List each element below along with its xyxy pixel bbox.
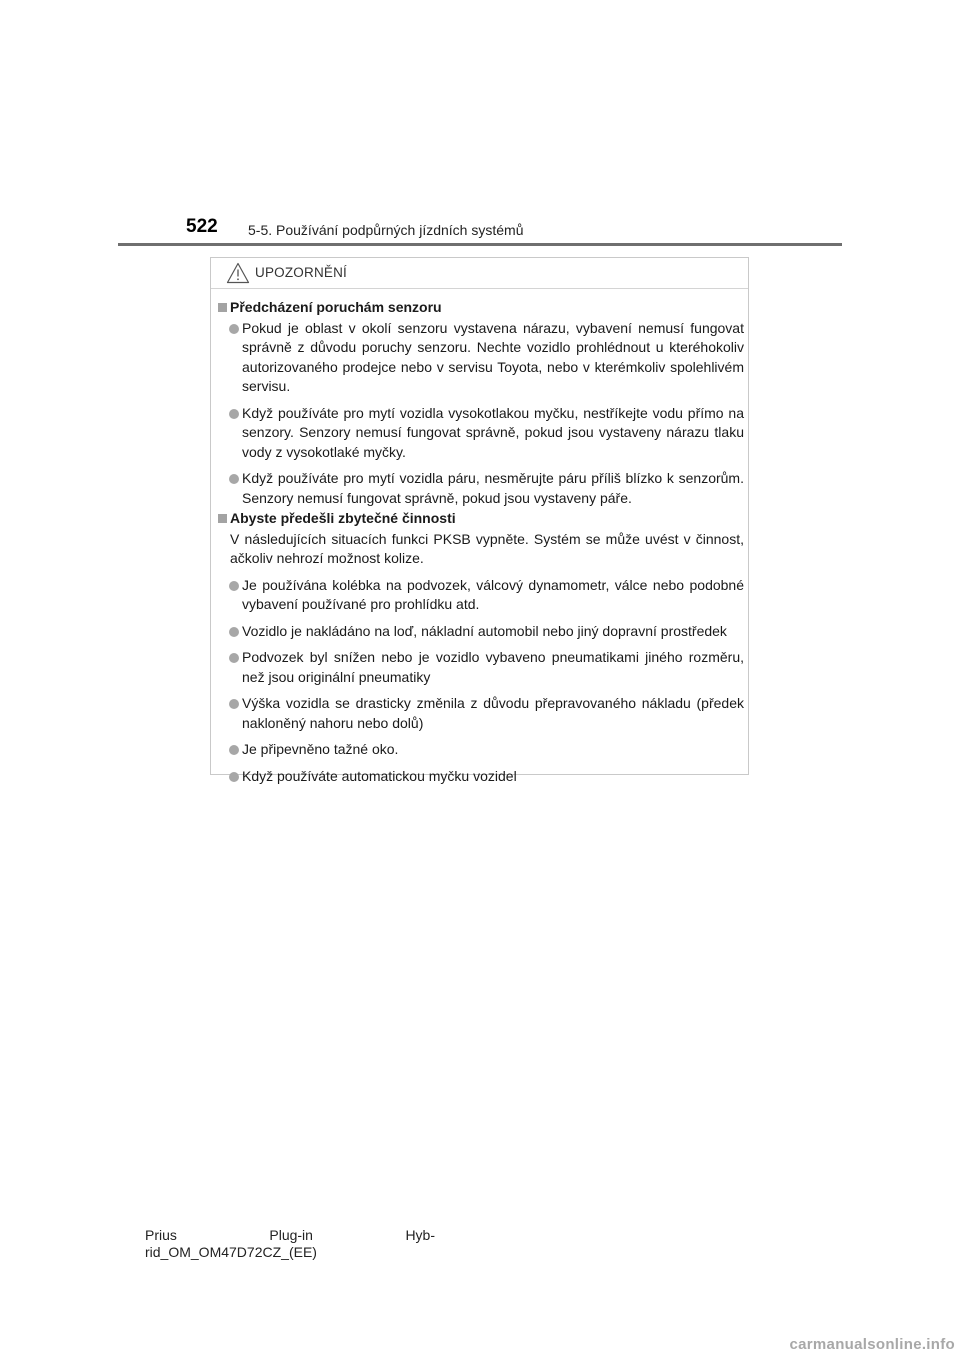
bullet-item — [217, 622, 744, 642]
footer-variant: Plug-in — [269, 1227, 313, 1243]
bullet-item — [217, 319, 744, 397]
bullet-item — [217, 767, 744, 787]
watermark: carmanualsonline.info — [789, 1336, 955, 1353]
warning-header — [211, 258, 748, 289]
bullet-text: Podvozek byl snížen nebo je vozidlo vybaveno pneumatikami jiného rozměru, než jsou originální pneumatiky — [242, 649, 744, 685]
square-bullet-icon — [218, 514, 227, 523]
header-rule — [118, 243, 842, 246]
footer-model: Prius — [145, 1227, 177, 1243]
warning-triangle-icon — [226, 262, 250, 284]
footer-line-2: rid_OM_OM47D72CZ_(EE) — [145, 1244, 317, 1260]
footer — [145, 1227, 435, 1261]
bullet-text: Když používáte pro mytí vozidla vysokotlakou myčku, nestříkejte vodu přímo na senzory. Senzory nemusí fungovat správně, pokud jsou vystaveny nárazu tlaku vody z vysokotlaké myčky. — [242, 404, 744, 460]
dot-bullet-icon — [229, 581, 239, 591]
section-intro: V následujících situacích funkci PKSB vypněte. Systém se může uvést v činnost, ačkoliv nehrozí možnost kolize. — [230, 530, 744, 566]
bullet-item — [217, 469, 744, 508]
dot-bullet-icon — [229, 745, 239, 755]
dot-bullet-icon — [229, 699, 239, 709]
section-heading — [217, 298, 744, 318]
bullet-item — [217, 404, 744, 463]
page-number: 522 — [186, 216, 218, 237]
bullet-text: Je používána kolébka na podvozek, válcový dynamometr, válce nebo podobné vybavení používané pro prohlídku atd. — [242, 576, 744, 612]
warning-label: UPOZORNĚNÍ — [255, 265, 348, 280]
section-heading-text: Předcházení poruchám senzoru — [230, 299, 442, 315]
square-bullet-icon — [218, 303, 227, 312]
section-heading — [217, 509, 744, 529]
dot-bullet-icon — [229, 772, 239, 782]
bullet-item — [217, 694, 744, 733]
footer-type: Hyb- — [405, 1227, 435, 1243]
bullet-text: Výška vozidla se drasticky změnila z důvodu přepravovaného nákladu (předek nakloněný nahoru nebo dolů) — [242, 695, 744, 731]
bullet-text: Když používáte pro mytí vozidla páru, nesměrujte páru příliš blízko k senzorům. Senzory nemusí fungovat správně, pokud jsou vystaveny páře. — [242, 470, 744, 506]
bullet-text: Je připevněno tažné oko. — [242, 741, 399, 757]
dot-bullet-icon — [229, 627, 239, 637]
section-heading-text: Abyste předešli zbytečné činnosti — [230, 510, 456, 526]
dot-bullet-icon — [229, 324, 239, 334]
bullet-text: Vozidlo je nakládáno na loď, nákladní automobil nebo jiný dopravní prostředek — [242, 622, 727, 639]
bullet-text: Pokud je oblast v okolí senzoru vystavena nárazu, vybavení nemusí fungovat správně z důvodu poruchy senzoru. Nechte vozidlo prohlédnout u kteréhokoliv autorizovaného prodejce nebo v servisu Toyota, nebo v kterémkoliv spolehlivém servisu. — [242, 319, 744, 394]
bullet-text: Když používáte automatickou myčku vozidel — [242, 767, 517, 784]
warning-box — [210, 257, 749, 784]
footer-line-1 — [145, 1227, 435, 1244]
bullet-item — [217, 648, 744, 687]
bullet-item — [217, 740, 744, 760]
dot-bullet-icon — [229, 653, 239, 663]
warning-content — [217, 298, 744, 793]
section-title: 5-5. Používání podpůrných jízdních systémů — [248, 222, 524, 238]
dot-bullet-icon — [229, 474, 239, 484]
dot-bullet-icon — [229, 409, 239, 419]
bullet-item — [217, 576, 744, 615]
